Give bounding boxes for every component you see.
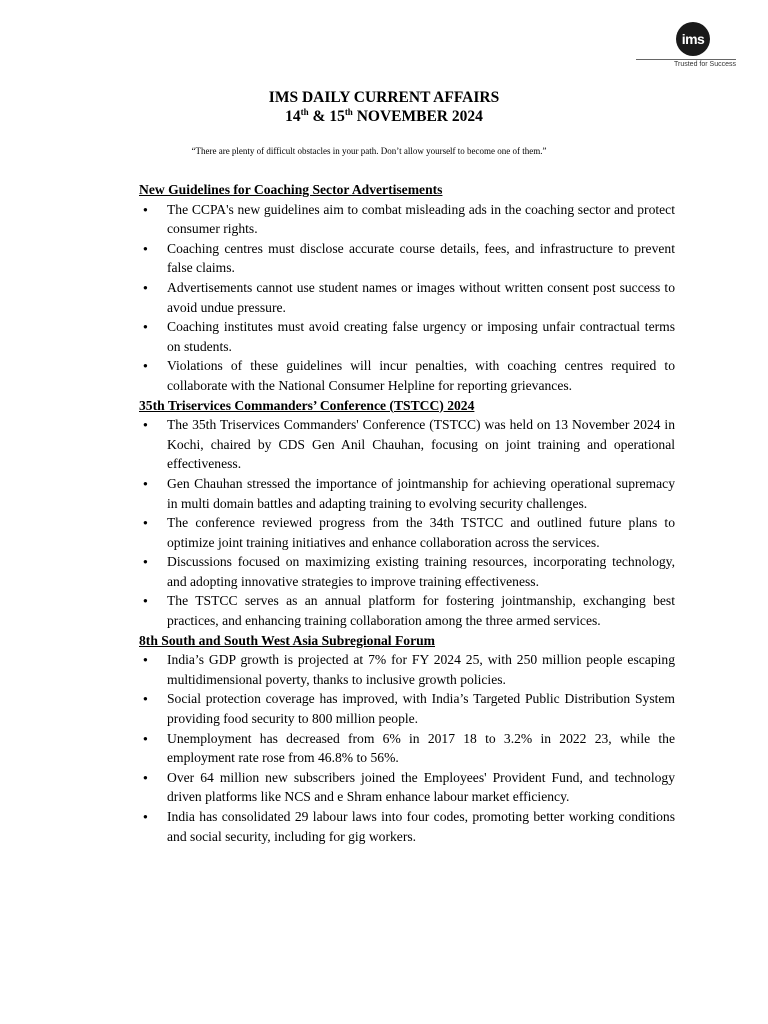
date-suffix-2: th xyxy=(344,106,353,117)
date-ampersand: & xyxy=(308,108,330,125)
bullet-item: ● Over 64 million new subscribers joined the Employees' Provident Fund, and technology driven platforms like NCS and e Shram enhance labour market efficiency. xyxy=(139,768,675,807)
logo-tagline: Trusted for Success xyxy=(636,59,736,68)
section-title: New Guidelines for Coaching Sector Advertisements xyxy=(139,182,443,197)
bullet-list xyxy=(139,650,675,846)
date-month-year: NOVEMBER 2024 xyxy=(352,108,483,125)
bullet-list xyxy=(139,415,675,631)
date-suffix-1: th xyxy=(300,106,309,117)
bullet-item: ● Discussions focused on maximizing existing training resources, incorporating technology, and adopting innovative strategies to improve training effectiveness. xyxy=(139,552,675,591)
section xyxy=(139,631,675,847)
bullet-item: ● Coaching institutes must avoid creating false urgency or imposing unfair contractual terms on students. xyxy=(139,317,675,356)
bullet-item: ● India has consolidated 29 labour laws into four codes, promoting better working conditions and social security, including for gig workers. xyxy=(139,807,675,846)
bullet-item: ● India’s GDP growth is projected at 7% for FY 2024 25, with 250 million people escaping multidimensional poverty, thanks to inclusive growth policies. xyxy=(139,650,675,689)
bullet-item: ● Coaching centres must disclose accurate course details, fees, and infrastructure to prevent false claims. xyxy=(139,239,675,278)
section-title: 8th South and South West Asia Subregional Forum xyxy=(139,632,436,648)
ims-logo xyxy=(634,20,738,72)
bullet-item: ● Unemployment has decreased from 6% in 2017 18 to 3.2% in 2022 23, while the employment rate rose from 46.8% to 56%. xyxy=(139,729,675,768)
bullet-item: ● The conference reviewed progress from the 34th TSTCC and outlined future plans to optimize joint training initiatives and enhance collaboration across the services. xyxy=(139,513,675,552)
ims-logo-mark xyxy=(676,22,710,56)
bullet-list xyxy=(139,200,675,396)
document-date xyxy=(0,107,768,126)
section xyxy=(139,396,675,631)
ims-logo-text: ims xyxy=(681,31,705,47)
bullet-item: ● Social protection coverage has improved, with India’s Targeted Public Distribution System providing food security to 800 million people. xyxy=(139,689,675,728)
bullet-item: ● Advertisements cannot use student names or images without written consent post success to avoid undue pressure. xyxy=(139,278,675,317)
document-header xyxy=(0,88,768,126)
document-title: IMS DAILY CURRENT AFFAIRS xyxy=(268,89,500,106)
document-body xyxy=(139,180,675,846)
bullet-item: ● The TSTCC serves as an annual platform for fostering jointmanship, exchanging best practices, and enhancing training collaboration among the three armed services. xyxy=(139,591,675,630)
bullet-item: ● Violations of these guidelines will incur penalties, with coaching centres required to collaborate with the National Consumer Helpline for reporting grievances. xyxy=(139,356,675,395)
section-title: 35th Triservices Commanders’ Conference (TSTCC) 2024 xyxy=(139,397,475,413)
date-day-2: 15 xyxy=(329,108,345,125)
bullet-item: ● The CCPA's new guidelines aim to combat misleading ads in the coaching sector and protect consumer rights. xyxy=(139,200,675,239)
quote: “There are plenty of difficult obstacles in your path. Don’t allow yourself to become one of them.” xyxy=(191,146,547,156)
section xyxy=(139,180,675,396)
bullet-item: ● Gen Chauhan stressed the importance of jointmanship for achieving operational supremacy in multi domain battles and adapting training to evolving security challenges. xyxy=(139,474,675,513)
date-day-1: 14 xyxy=(285,108,301,125)
bullet-item: ● The 35th Triservices Commanders' Conference (TSTCC) was held on 13 November 2024 in Kochi, chaired by CDS Gen Anil Chauhan, focusing on joint training and operational effectiveness. xyxy=(139,415,675,474)
